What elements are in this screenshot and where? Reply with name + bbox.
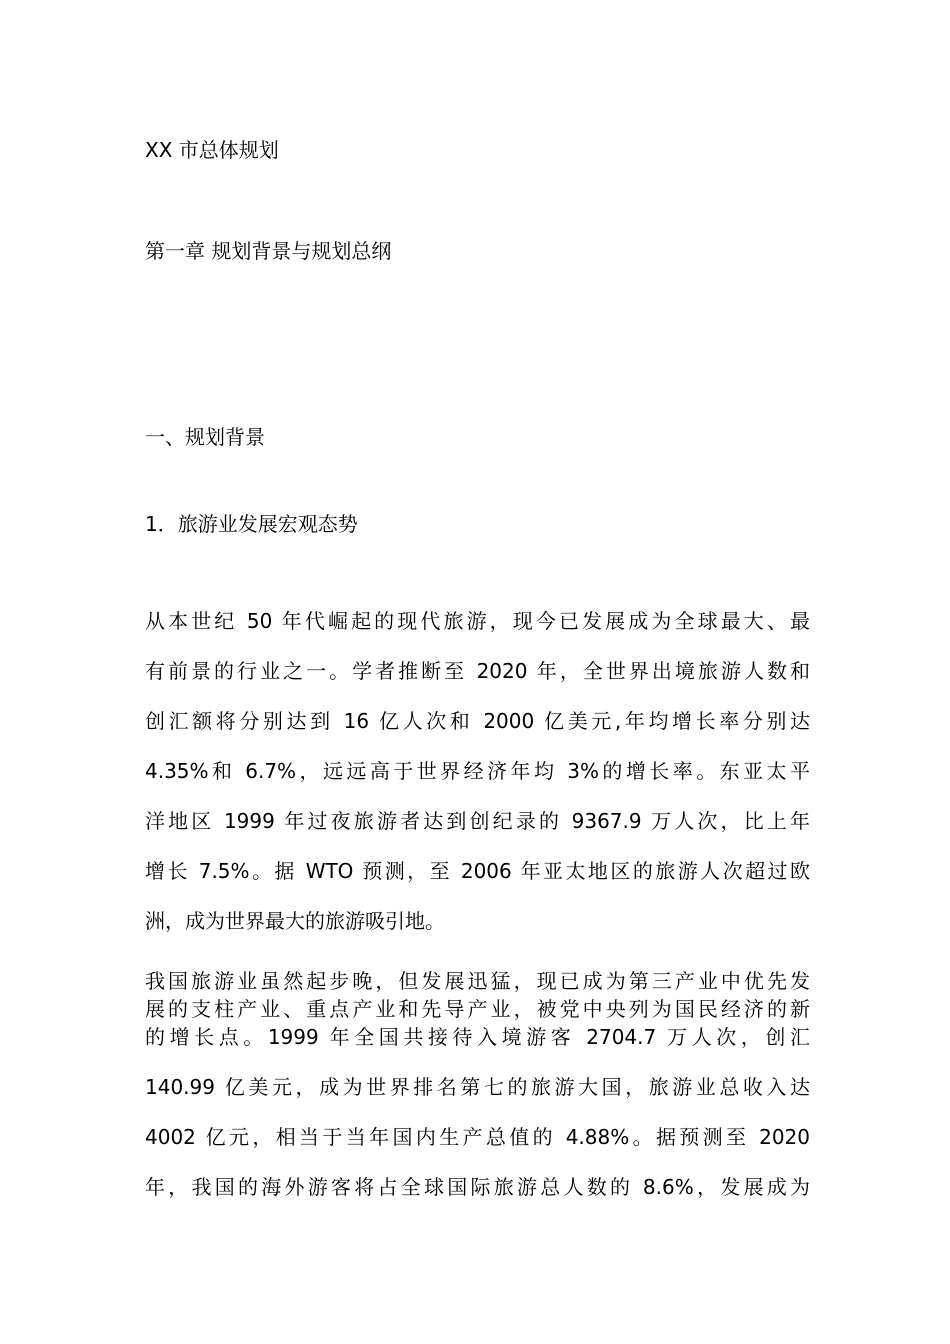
paragraph-line: 4.35%和 6.7%，远远高于世界经济年均 3%的增长率。东亚太平	[145, 759, 810, 783]
paragraph-line: 4002 亿元，相当于当年国内生产总值的 4.88%。据预测至 2020	[145, 1125, 810, 1149]
paragraph-line: 有前景的行业之一。学者推断至 2020 年，全世界出境旅游人数和	[145, 659, 810, 683]
paragraph-line: 年，我国的海外游客将占全球国际旅游总人数的 8.6%，发展成为	[145, 1175, 810, 1199]
section-heading: 一、规划背景	[145, 425, 265, 449]
paragraph-line: 从本世纪 50 年代崛起的现代旅游，现今已发展成为全球最大、最	[145, 609, 810, 633]
paragraph-line: 增长 7.5%。据 WTO 预测，至 2006 年亚太地区的旅游人次超过欧	[145, 859, 810, 883]
paragraph-line: 我国旅游业虽然起步晚，但发展迅猛，现已成为第三产业中优先发	[145, 969, 810, 993]
document-title: XX 市总体规划	[145, 138, 279, 162]
paragraph-line: 洲，成为世界最大的旅游吸引地。	[145, 909, 445, 933]
subsection-heading: 1．旅游业发展宏观态势	[145, 512, 358, 536]
chapter-heading: 第一章 规划背景与规划总纲	[145, 239, 392, 263]
paragraph-line: 洋地区 1999 年过夜旅游者达到创纪录的 9367.9 万人次，比上年	[145, 809, 810, 833]
paragraph-line: 展的支柱产业、重点产业和先导产业，被党中央列为国民经济的新	[145, 997, 810, 1021]
paragraph-line: 140.99 亿美元，成为世界排名第七的旅游大国，旅游业总收入达	[145, 1075, 810, 1099]
paragraph-2	[145, 968, 810, 1224]
paragraph-line: 创汇额将分别达到 16 亿人次和 2000 亿美元,年均增长率分别达	[145, 709, 810, 733]
paragraph-line: 的增长点。1999 年全国共接待入境游客 2704.7 万人次，创汇	[145, 1025, 810, 1049]
paragraph-1	[145, 608, 810, 958]
